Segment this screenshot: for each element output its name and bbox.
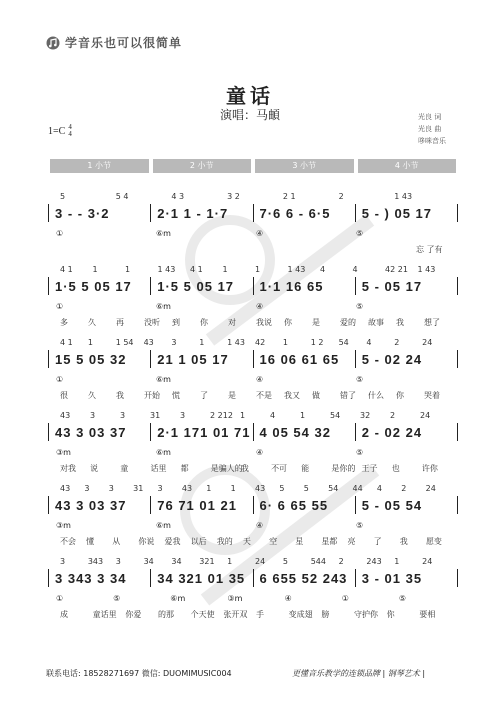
score-row (46, 192, 460, 262)
lyric-word: 慌 (172, 391, 180, 400)
fingering-number: 1 (92, 265, 98, 274)
fingering-line (46, 557, 460, 567)
barline (253, 204, 254, 222)
time-signature (68, 124, 72, 138)
measure: 6· 6 65 55 (259, 497, 329, 513)
fingering-number: 1 43 (394, 192, 413, 201)
measure: 3 343 3 34 (55, 570, 127, 586)
lyric-word: 不是 (256, 391, 272, 400)
fingering-number: 5 (303, 484, 309, 493)
lyric-word: 我 (399, 537, 408, 546)
lyric-word: 你 (200, 318, 208, 327)
fingering-number: 31 (150, 411, 161, 420)
measure: 4 05 54 32 (259, 424, 331, 440)
fingering-number: 24 (422, 557, 433, 566)
fingering-number: 4 1 (60, 338, 73, 347)
barline (48, 277, 49, 295)
fingering-number: 3 (171, 338, 177, 347)
lyric-word: 开始 (144, 391, 160, 400)
lyric-word: 王子 (361, 464, 378, 473)
fingering-number: 1 (300, 411, 306, 420)
chord-line (46, 375, 460, 387)
lyric-word: 童 (120, 464, 129, 473)
chord-line (46, 594, 460, 606)
lyric-word: 我 (116, 391, 124, 400)
time-bottom: 4 (68, 130, 72, 138)
fingering-number: 34 (143, 557, 154, 566)
lyric-word: 你 (386, 610, 395, 619)
measure: 2·1 171 01 71 (157, 424, 251, 440)
score-row (46, 265, 460, 335)
fingering-number: 42 21 (385, 265, 408, 274)
measure: 3 - 01 35 (361, 570, 423, 586)
chord-symbol: ④ (256, 375, 264, 384)
lyric-word: 你说 (138, 537, 155, 546)
lyric-word: 亮 (347, 537, 356, 546)
fingering-number: 3 (115, 557, 121, 566)
lyric-word: 手 (256, 610, 264, 619)
lyric-word: 也 (391, 464, 400, 473)
chord-symbol: ④ (256, 229, 264, 238)
fingering-number: 1 (230, 484, 236, 493)
fingering-number: 4 1 (60, 265, 73, 274)
measure: 2 - 02 24 (361, 424, 423, 440)
fingering-number: 54 (330, 411, 341, 420)
fingering-number: 343 (87, 557, 104, 566)
measure: 43 3 03 37 (55, 424, 127, 440)
barline (48, 423, 49, 441)
fingering-number: 1 (222, 265, 228, 274)
fingering-number: 3 (180, 411, 186, 420)
lyric-word: 以后 (190, 537, 207, 546)
lyric-word: 久 (88, 391, 96, 400)
lyrics-line (46, 463, 460, 475)
lyric-word: 说 (90, 464, 99, 473)
barline (253, 423, 254, 441)
brand (46, 34, 182, 51)
fingering-number: 1 (240, 411, 246, 420)
fingering-number: 4 (320, 265, 326, 274)
barline (150, 496, 151, 514)
measure: 43 3 03 37 (55, 497, 127, 513)
barline (355, 277, 356, 295)
fingering-number: 3 (108, 484, 114, 493)
fingering-number: 34 (171, 557, 182, 566)
measure: 15 5 05 32 (55, 351, 127, 367)
fingering-number: 2 (338, 192, 344, 201)
fingering-number: 1 (199, 338, 205, 347)
chord-symbol: ⑥m (170, 594, 186, 603)
measure: 76 71 01 21 (157, 497, 237, 513)
lyric-word: 要相 (419, 610, 436, 619)
barline (48, 496, 49, 514)
fingering-number: 3 (120, 411, 126, 420)
fingering-number: 3 (90, 411, 96, 420)
fingering-number: 2 (390, 411, 396, 420)
notes-line (46, 277, 460, 295)
chord-symbol: ⑤ (356, 448, 364, 457)
lyric-word: 想了 (424, 318, 440, 327)
fingering-number: 243 (366, 557, 382, 566)
fingering-number: 1 43 (417, 265, 436, 274)
lyric-word: 对 (228, 318, 236, 327)
fingering-number: 43 (60, 411, 71, 420)
notes-line (46, 423, 460, 441)
fingering-number: 5 (282, 557, 288, 566)
fingering-number: 1 43 (157, 265, 176, 274)
chord-symbol: ⑤ (356, 521, 364, 530)
fingering-number: 4 (270, 411, 276, 420)
fingering-number: 2 1 (282, 192, 296, 201)
fingering-number: 24 (422, 338, 433, 347)
chord-line (46, 448, 460, 460)
fingering-number: 2 (338, 557, 344, 566)
brand-text: 学音乐也可以很简单 (65, 36, 183, 50)
fingering-number: 2 212 (210, 411, 233, 420)
lyric-word: 膀 (321, 610, 330, 619)
lyrics-line (46, 390, 460, 402)
chord-line (46, 302, 460, 314)
chord-symbol: ⑥m (156, 229, 171, 238)
fingering-number: 1 (125, 265, 131, 274)
fingering-number: 5 (60, 192, 66, 201)
fingering-number: 3 (84, 484, 90, 493)
lyric-word: 我 (396, 318, 404, 327)
lyric-word: 懂 (86, 537, 95, 546)
barline (150, 350, 151, 368)
chord-symbol: ④ (284, 594, 292, 603)
fingering-number: 31 (133, 484, 144, 493)
fingering-number: 43 (255, 484, 266, 493)
lyric-word: 很 (60, 391, 68, 400)
chord-symbol: ④ (256, 521, 264, 530)
measure: 7·6 6 - 6·5 (259, 205, 331, 221)
credit-publisher: 哆咪音乐 (418, 137, 446, 145)
lyric-word: 不会 (60, 537, 76, 546)
notes-line (46, 204, 460, 222)
chord-symbol: ④ (256, 302, 264, 311)
notes-line (46, 496, 460, 514)
lyric-word: 许你 (421, 464, 438, 473)
chord-symbol: ⑤ (356, 302, 364, 311)
measure: 5 - 05 54 (361, 497, 423, 513)
lyric-word: 对我 (60, 464, 76, 473)
chord-symbol: ⑥m (156, 521, 171, 530)
chord-symbol: ⑤ (113, 594, 121, 603)
lyric-word: 爱的 (340, 318, 356, 327)
fingering-number: 43 (181, 484, 193, 493)
lyric-word: 没听 (144, 318, 160, 327)
barline (253, 496, 254, 514)
lyric-word: 的那 (158, 610, 174, 619)
fingering-number: 1 (206, 484, 212, 493)
measure: 34 321 01 35 (157, 570, 246, 586)
lyric-word: 星都 (321, 537, 338, 546)
footer-contact: 联系电话: 18528271697 微信: DUOMIMUSIC004 (46, 669, 232, 678)
fingering-number: 54 (328, 484, 339, 493)
score-row (46, 484, 460, 554)
chord-symbol: ④ (256, 448, 264, 457)
bar-header (50, 159, 456, 173)
music-note-icon (46, 36, 60, 50)
lyric-word: 成 (60, 610, 68, 619)
lyric-word: 星 (295, 537, 304, 546)
lyric-word: 是骗人的 (210, 464, 243, 473)
fingering-number: 1 2 (310, 338, 324, 347)
score-row (46, 557, 460, 627)
bar-label: 3 小节 (255, 159, 354, 173)
lyric-word: 是 (228, 391, 236, 400)
barline (150, 423, 151, 441)
chord-symbol: ③m (56, 521, 71, 530)
fingering-number: 1 (255, 265, 261, 274)
fingering-number: 42 (255, 338, 266, 347)
lyric-word: 个天使 (190, 610, 215, 619)
barline (150, 204, 151, 222)
score-row (46, 411, 460, 481)
lyric-word: 童话里 (92, 610, 117, 619)
fingering-number: 4 (366, 338, 372, 347)
fingering-number: 24 (255, 557, 266, 566)
barline (48, 350, 49, 368)
barline (150, 569, 151, 587)
fingering-number: 5 4 (115, 192, 129, 201)
chord-symbol: ① (56, 302, 64, 311)
measure: 1·5 5 05 17 (55, 278, 132, 294)
fingering-line (46, 484, 460, 494)
fingering-line (46, 192, 460, 202)
key-signature (48, 124, 72, 138)
lyric-word: 到 (172, 318, 180, 327)
fingering-number: 4 3 (171, 192, 185, 201)
lyrics-line (46, 609, 460, 621)
lyric-word: 守护你 (354, 610, 378, 619)
fingering-number: 4 (376, 484, 382, 493)
fingering-number: 4 (352, 265, 358, 274)
fingering-number: 5 (279, 484, 285, 493)
barline (48, 204, 49, 222)
fingering-number: 1 43 (227, 338, 245, 347)
barline (355, 496, 356, 514)
barline (150, 277, 151, 295)
lyric-word: 哭着 (424, 391, 440, 400)
lyric-word: 变成翅 (288, 610, 313, 619)
fingering-number: 1 (227, 557, 233, 566)
barline (457, 204, 458, 222)
credit-lyricist: 光良 词 (418, 113, 442, 121)
barline (457, 277, 458, 295)
fingering-number: 54 (338, 338, 349, 347)
lyric-word: 是你的 (331, 464, 356, 473)
bar-label: 4 小节 (358, 159, 457, 173)
chord-symbol: ① (56, 375, 64, 384)
barline (48, 569, 49, 587)
barline (355, 423, 356, 441)
lyric-word: 你爱 (125, 610, 142, 619)
chord-symbol: ⑥m (156, 302, 171, 311)
bar-label: 1 小节 (50, 159, 149, 173)
score-row (46, 338, 460, 408)
bar-label: 2 小节 (153, 159, 252, 173)
chord-symbol: ⑤ (356, 375, 364, 384)
barline (457, 569, 458, 587)
chord-line (46, 521, 460, 533)
fingering-number: 32 (360, 411, 371, 420)
chord-symbol: ⑥m (156, 375, 171, 384)
chord-symbol: ⑤ (356, 229, 364, 238)
lyric-word: 我 (240, 464, 249, 473)
fingering-number: 3 (60, 557, 66, 566)
footer-slogan: 更懂音乐教学的连锁品牌 | 钢琴艺术 | (292, 669, 426, 678)
chord-symbol: ① (56, 229, 64, 238)
fingering-number: 3 (157, 484, 163, 493)
lyrics-line (46, 536, 460, 548)
song-title: 童话 (226, 84, 274, 108)
fingering-number: 3 2 (227, 192, 240, 201)
lyric-word: 做 (312, 391, 320, 400)
measure: 21 1 05 17 (157, 351, 229, 367)
lyric-word: 都 (180, 464, 189, 473)
fingering-number: 321 (199, 557, 215, 566)
measure: 1·5 5 05 17 (157, 278, 235, 294)
lyric-word: 再 (116, 318, 124, 327)
barline (253, 277, 254, 295)
song-credits (418, 111, 446, 147)
measure: 1·1 16 65 (259, 278, 324, 294)
lyric-word: 了 (200, 391, 208, 400)
measure: 16 06 61 65 (259, 351, 340, 367)
fingering-number: 44 (352, 484, 363, 493)
fingering-number: 24 (420, 411, 431, 420)
fingering-number: 24 (425, 484, 436, 493)
notes-line (46, 569, 460, 587)
fingering-number: 1 54 (115, 338, 134, 347)
measure: 3 - - 3·2 (55, 205, 110, 221)
lyric-word: 什么 (368, 391, 384, 400)
fingering-line (46, 265, 460, 275)
key-label: 1=C (48, 125, 66, 137)
lyric-word: 了 (373, 537, 382, 546)
fingering-number: 1 43 (287, 265, 306, 274)
fingering-number: 4 1 (190, 265, 203, 274)
lyric-word: 我的 (216, 537, 233, 546)
lyric-word: 话里 (150, 464, 167, 473)
fingering-number: 2 (401, 484, 407, 493)
fingering-number: 43 (143, 338, 154, 347)
fingering-line (46, 338, 460, 348)
lyric-word: 张开双 (223, 610, 248, 619)
lyric-word: 我又 (284, 391, 300, 400)
fingering-number: 1 (282, 338, 288, 347)
time-top: 4 (68, 123, 72, 131)
lyric-word: 多 (60, 318, 68, 327)
lyric-word: 我说 (256, 318, 272, 327)
lyric-word: 愿变 (425, 537, 442, 546)
measure: 5 - ) 05 17 (361, 205, 433, 221)
barline (355, 204, 356, 222)
lyric-word: 忘 了有 (416, 245, 443, 254)
fingering-number: 1 (87, 338, 93, 347)
measure: 5 - 02 24 (361, 351, 423, 367)
chord-symbol: ① (341, 594, 349, 603)
barline (253, 569, 254, 587)
barline (457, 423, 458, 441)
barline (457, 496, 458, 514)
measure: 2·1 1 - 1·7 (157, 205, 229, 221)
chord-symbol: ③m (227, 594, 243, 603)
lyric-word: 能 (301, 464, 310, 473)
chord-line (46, 229, 460, 241)
song-singer: 演唱：马頔 (219, 108, 280, 122)
lyrics-line (46, 317, 460, 329)
fingering-number: 1 (394, 557, 400, 566)
barline (355, 350, 356, 368)
lyric-word: 错了 (340, 391, 356, 400)
notes-line (46, 350, 460, 368)
credit-composer: 光良 曲 (418, 125, 442, 133)
fingering-number: 2 (394, 338, 400, 347)
fingering-number: 43 (60, 484, 71, 493)
fingering-line (46, 411, 460, 421)
measure: 5 - 05 17 (361, 278, 423, 294)
lyrics-line (46, 244, 460, 256)
barline (253, 350, 254, 368)
lyric-word: 你 (396, 391, 404, 400)
chord-symbol: ⑤ (398, 594, 407, 603)
lyric-word: 是 (312, 318, 320, 327)
lyric-word: 爱我 (164, 537, 181, 546)
lyric-word: 不可 (271, 464, 288, 473)
fingering-number: 544 (310, 557, 326, 566)
lyric-word: 从 (112, 537, 121, 546)
lyric-word: 故事 (368, 318, 384, 327)
barline (355, 569, 356, 587)
chord-symbol: ⑥m (156, 448, 171, 457)
barline (457, 350, 458, 368)
chord-symbol: ③m (56, 448, 71, 457)
measure: 6 655 52 243 (259, 570, 348, 586)
lyric-word: 空 (269, 537, 278, 546)
lyric-word: 久 (88, 318, 96, 327)
chord-symbol: ① (56, 594, 64, 603)
lyric-word: 天 (242, 537, 251, 546)
lyric-word: 你 (284, 318, 292, 327)
